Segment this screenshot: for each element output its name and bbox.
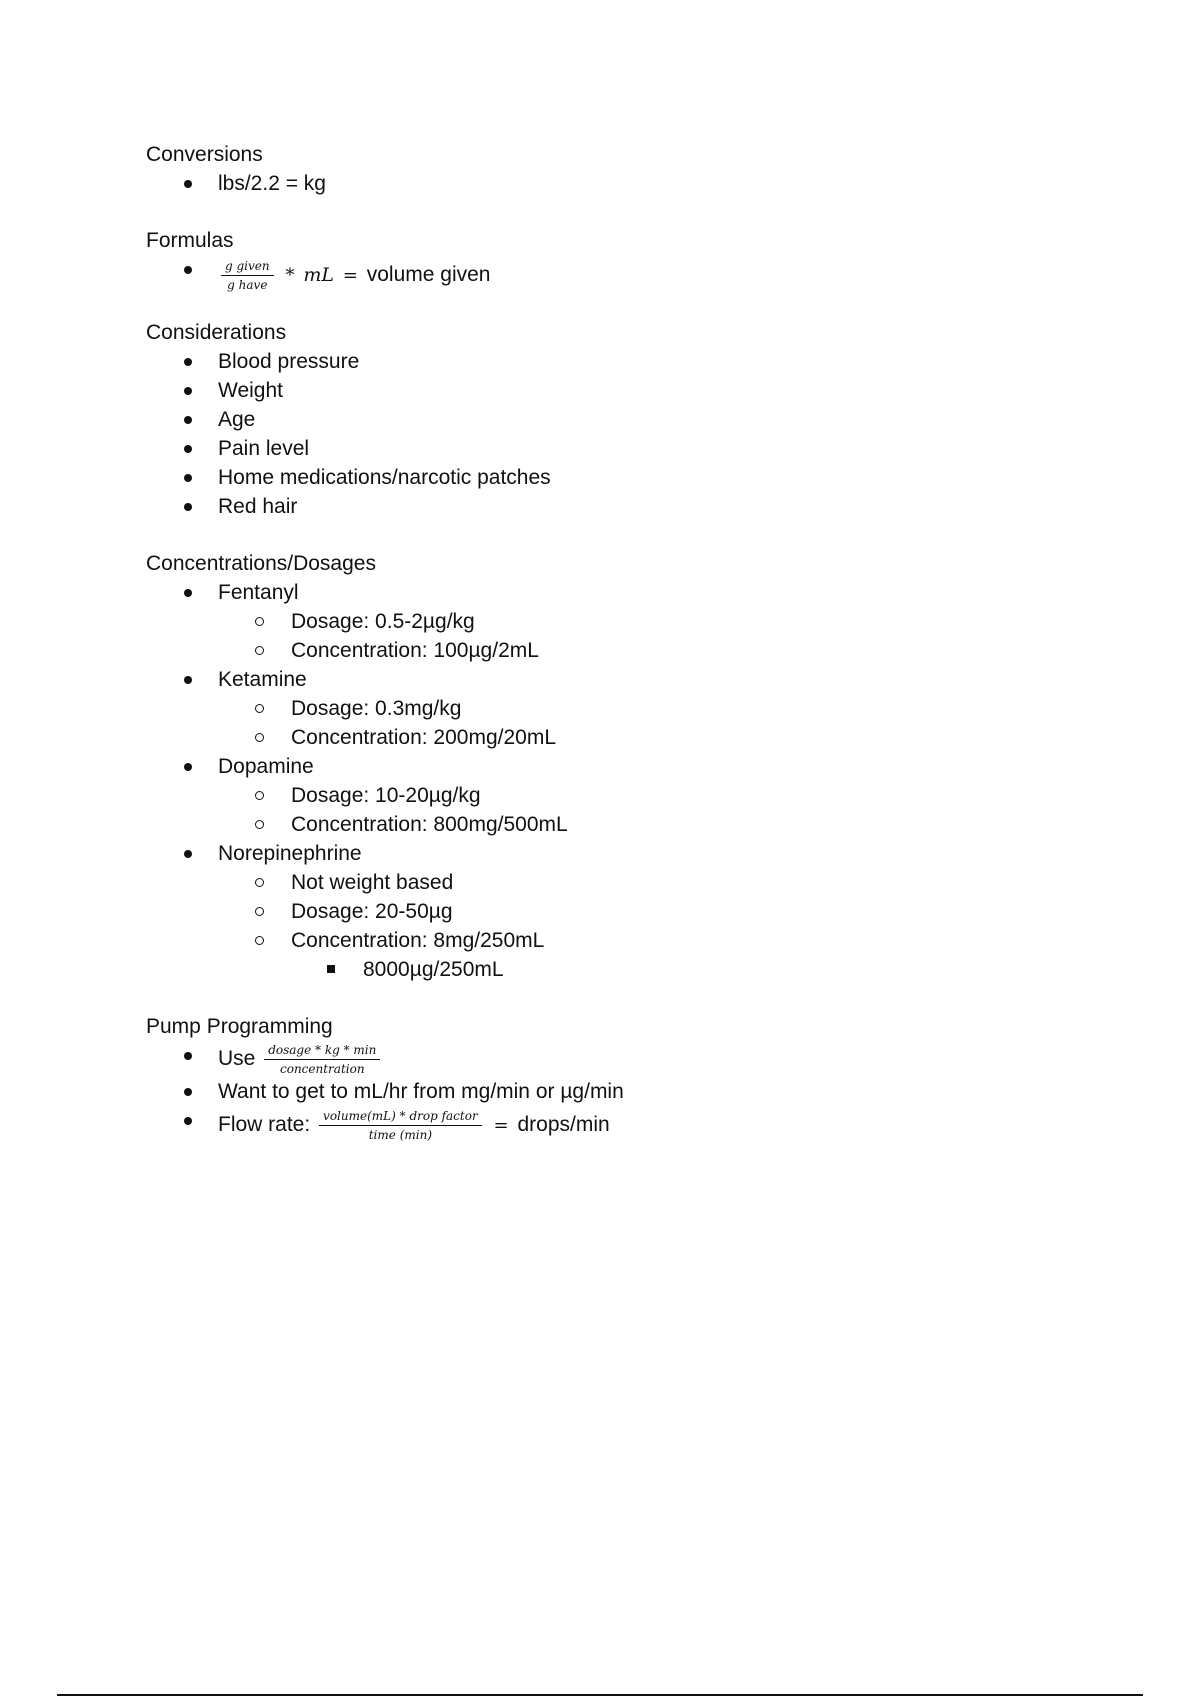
drug-list [146, 578, 1046, 984]
list-item [146, 376, 1046, 405]
list-item [218, 723, 1046, 752]
drug-detail: Concentration: 100µg/2mL [291, 636, 1046, 665]
considerations-heading: Considerations [146, 321, 287, 344]
use-label: Use [218, 1047, 256, 1070]
drug-item [146, 578, 1046, 665]
drug-item [146, 665, 1046, 752]
list-item [218, 810, 1046, 839]
consideration-item: Home medications/narcotic patches [218, 463, 1046, 492]
volume-formula [218, 255, 1046, 296]
drug-subdetails [291, 955, 1046, 984]
pump-heading: Pump Programming [146, 1015, 333, 1038]
considerations-list [146, 347, 1046, 521]
drug-name: Dopamine [218, 752, 1046, 781]
conversions-list [146, 169, 1046, 198]
conversions-heading: Conversions [146, 143, 263, 166]
ml-term: mL [303, 264, 334, 286]
pump-list [146, 1041, 1046, 1145]
flow-rate-label: Flow rate: [218, 1113, 311, 1136]
fraction-numerator: volume(mL) * drop factor [319, 1109, 482, 1126]
flow-rate-row [218, 1106, 1046, 1145]
list-item [218, 607, 1046, 636]
drug-detail: Dosage: 0.3mg/kg [291, 694, 1046, 723]
fraction-denominator: time (min) [368, 1127, 432, 1142]
drug-name: Fentanyl [218, 578, 1046, 607]
formulas-heading: Formulas [146, 229, 234, 252]
consideration-item: Age [218, 405, 1046, 434]
drug-detail: Dosage: 20-50µg [291, 897, 1046, 926]
list-item [146, 169, 1046, 198]
flow-fraction [319, 1109, 482, 1142]
consideration-item: Blood pressure [218, 347, 1046, 376]
formulas-section [146, 226, 1046, 296]
list-item [218, 781, 1046, 810]
list-item [218, 926, 1046, 984]
drug-detail: Dosage: 0.5-2µg/kg [291, 607, 1046, 636]
drug-name: Norepinephrine [218, 839, 1046, 868]
drug-details [218, 607, 1046, 665]
formulas-list [146, 255, 1046, 296]
fraction-denominator: g have [227, 277, 268, 292]
consideration-item: Weight [218, 376, 1046, 405]
fraction-denominator: concentration [280, 1061, 365, 1076]
drug-item [146, 839, 1046, 984]
conversion-item: lbs/2.2 = kg [218, 169, 1046, 198]
list-item [146, 1106, 1046, 1145]
consideration-item: Pain level [218, 434, 1046, 463]
list-item [146, 1077, 1046, 1106]
consideration-item: Red hair [218, 492, 1046, 521]
multiply-operator: * [285, 265, 295, 286]
document-content [146, 140, 1046, 1173]
list-item [146, 492, 1046, 521]
list-item [146, 463, 1046, 492]
list-item [291, 955, 1046, 984]
concentrations-heading: Concentrations/Dosages [146, 552, 376, 575]
fraction-numerator: g given [221, 259, 274, 276]
list-item [218, 636, 1046, 665]
drug-details [218, 868, 1046, 984]
list-item [146, 405, 1046, 434]
equals-sign: = [493, 1115, 509, 1136]
formula-result: volume given [366, 263, 491, 286]
pump-section [146, 1012, 1046, 1145]
list-item [146, 347, 1046, 376]
fraction-numerator: dosage * kg * min [264, 1043, 380, 1060]
drug-name: Ketamine [218, 665, 1046, 694]
drug-detail: Concentration: 800mg/500mL [291, 810, 1046, 839]
list-item [146, 434, 1046, 463]
flow-rate-result: drops/min [517, 1113, 610, 1136]
concentrations-section [146, 549, 1046, 984]
dosage-fraction [264, 1043, 380, 1076]
list-item [218, 868, 1046, 897]
list-item [146, 255, 1046, 296]
g-fraction [221, 259, 274, 292]
drug-detail: Dosage: 10-20µg/kg [291, 781, 1046, 810]
page-bottom-rule [57, 1694, 1143, 1696]
list-item [218, 694, 1046, 723]
drug-details [218, 781, 1046, 839]
list-item [218, 897, 1046, 926]
drug-detail: Not weight based [291, 868, 1046, 897]
want-text: Want to get to mL/hr from mg/min or µg/min [218, 1077, 1046, 1106]
use-formula-row [218, 1041, 1046, 1077]
drug-subdetail: 8000µg/250mL [363, 955, 1046, 984]
conversions-section [146, 140, 1046, 198]
drug-detail: Concentration: 8mg/250mL [291, 926, 1046, 955]
drug-details [218, 694, 1046, 752]
equals-sign: = [342, 265, 358, 286]
drug-detail: Concentration: 200mg/20mL [291, 723, 1046, 752]
list-item [146, 1041, 1046, 1077]
considerations-section [146, 318, 1046, 521]
drug-item [146, 752, 1046, 839]
